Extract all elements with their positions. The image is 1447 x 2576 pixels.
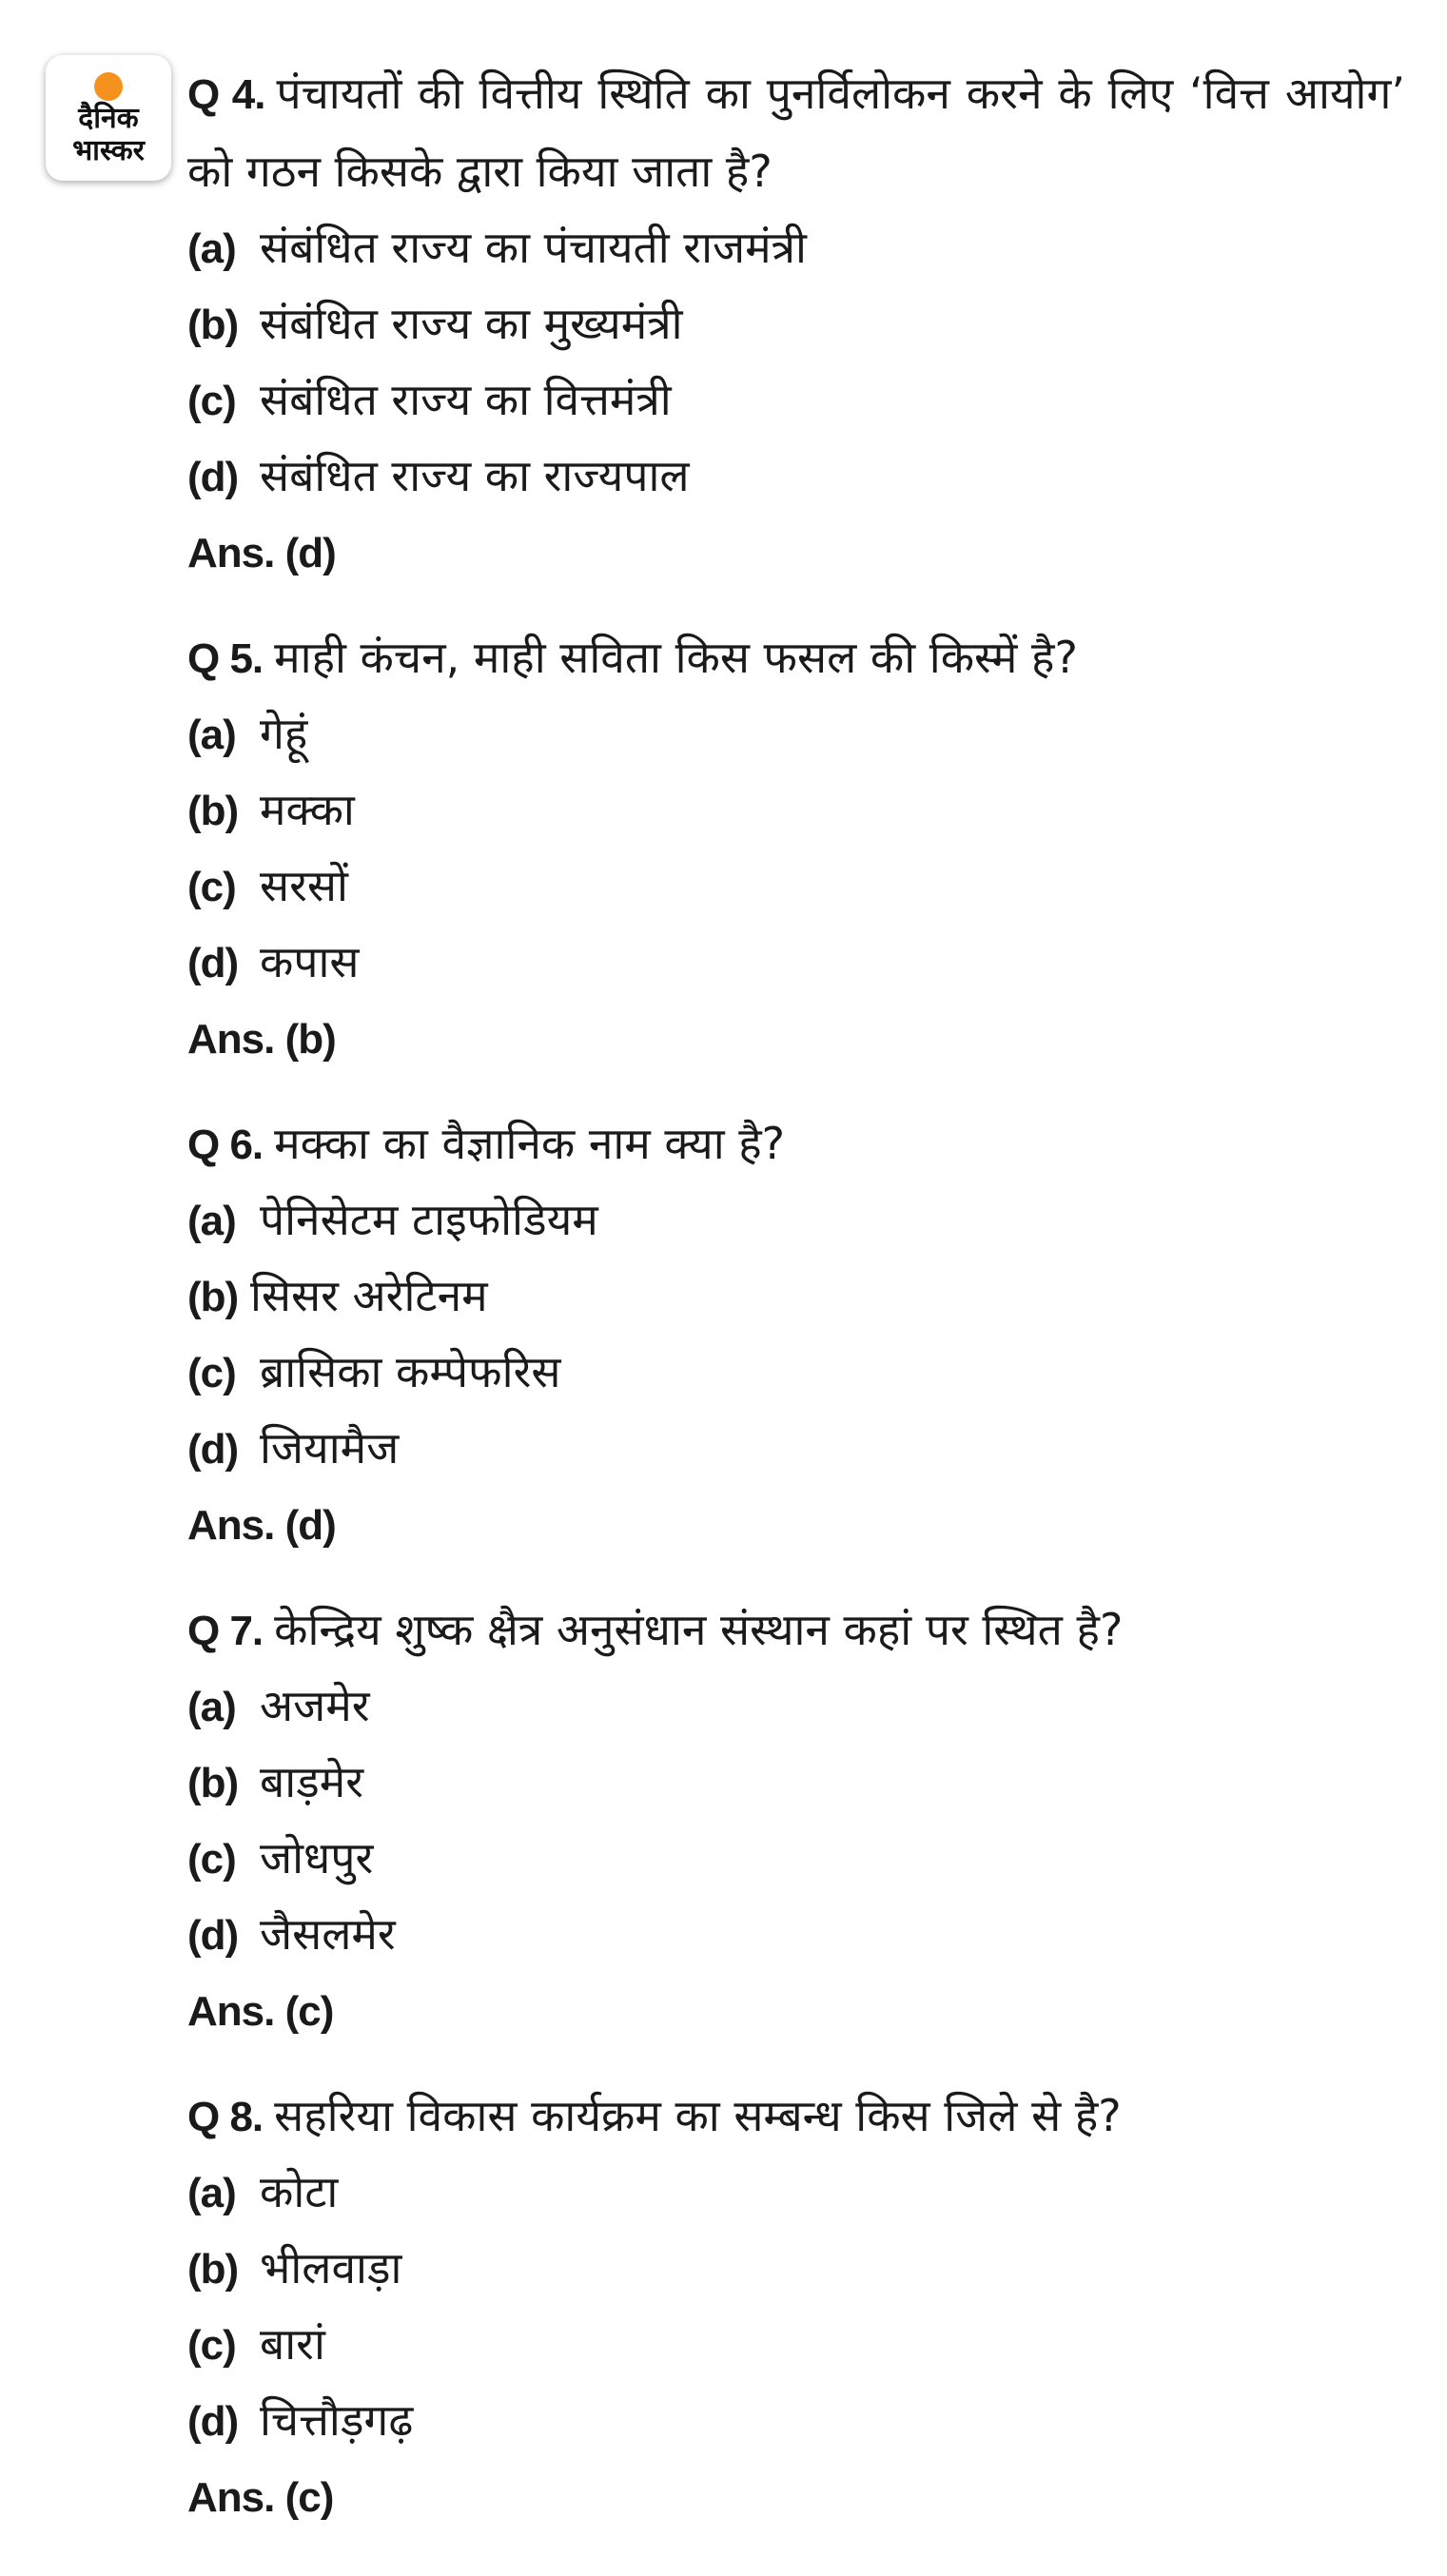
- option-label: (c): [187, 1350, 236, 1396]
- option-d: [187, 1410, 1405, 1486]
- logo-text-line2: भास्कर: [72, 134, 145, 167]
- option-c: [187, 1334, 1405, 1410]
- question-number: Q 4.: [187, 71, 265, 118]
- dainik-bhaskar-logo: [46, 55, 171, 181]
- option-c: [187, 848, 1405, 924]
- question-8: [187, 2078, 1405, 2534]
- option-text: मक्का: [260, 784, 355, 835]
- option-d: [187, 924, 1405, 1000]
- option-text: संबंधित राज्य का वित्तमंत्री: [260, 374, 672, 425]
- option-text: कोटा: [260, 2166, 339, 2217]
- option-d: [187, 1896, 1405, 1972]
- option-label: (b): [187, 302, 239, 348]
- option-b: [187, 771, 1405, 848]
- option-label: (d): [187, 940, 239, 986]
- option-text: बाड़मेर: [260, 1756, 364, 1807]
- option-d: [187, 2382, 1405, 2458]
- option-label: (d): [187, 2398, 239, 2445]
- question-5: [187, 619, 1405, 1076]
- question-body: पंचायतों की वित्तीय स्थिति का पुनर्विलोकन करने के लिए ‘वित्त आयोग’ को गठन किसके द्वारा किया जाता है?: [187, 68, 1405, 197]
- answer-text: Ans. (d): [187, 530, 336, 576]
- question-text: [187, 1591, 1405, 1668]
- option-label: (a): [187, 225, 236, 272]
- question-body: मक्का का वैज्ञानिक नाम क्या है?: [274, 1118, 786, 1169]
- option-text: पेनिसेटम टाइफोडियम: [260, 1194, 598, 1245]
- option-c: [187, 2306, 1405, 2382]
- option-label: (a): [187, 1198, 236, 1244]
- option-label: (c): [187, 378, 236, 424]
- answer-text: Ans. (b): [187, 1016, 336, 1063]
- option-text: कपास: [260, 936, 360, 987]
- option-label: (c): [187, 1836, 236, 1883]
- option-a: [187, 2154, 1405, 2230]
- question-number: Q 5.: [187, 635, 264, 682]
- logo-text-line1: दैनिक: [78, 102, 139, 135]
- option-a: [187, 209, 1405, 285]
- option-c: [187, 361, 1405, 438]
- option-text: भीलवाड़ा: [260, 2242, 402, 2293]
- option-a: [187, 695, 1405, 771]
- question-body: सहरिया विकास कार्यक्रम का सम्बन्ध किस जिले से है?: [274, 2090, 1122, 2141]
- option-text: गेहूं: [260, 708, 308, 759]
- question-7: [187, 1591, 1405, 2048]
- answer-text: Ans. (c): [187, 1988, 334, 2035]
- question-text: [187, 55, 1405, 209]
- question-number: Q 6.: [187, 1122, 264, 1168]
- option-text: ब्रासिका कम्पेफरिस: [260, 1346, 561, 1397]
- question-4: [187, 55, 1405, 590]
- option-label: (d): [187, 1426, 239, 1473]
- question-text: [187, 1105, 1405, 1181]
- answer: [187, 1000, 1405, 1076]
- question-body: माही कंचन, माही सविता किस फसल की किस्में है?: [274, 632, 1078, 683]
- question-text: [187, 619, 1405, 695]
- answer: [187, 2458, 1405, 2534]
- question-list: [187, 55, 1405, 2564]
- option-text: सिसर अरेटिनम: [250, 1270, 488, 1321]
- option-text: संबंधित राज्य का राज्यपाल: [260, 450, 690, 501]
- option-label: (c): [187, 864, 236, 910]
- option-text: जोधपुर: [260, 1832, 374, 1883]
- option-label: (c): [187, 2322, 236, 2369]
- answer: [187, 514, 1405, 590]
- option-label: (a): [187, 1684, 236, 1730]
- answer: [187, 1972, 1405, 2048]
- question-text: [187, 2078, 1405, 2154]
- option-b: [187, 2230, 1405, 2306]
- option-label: (b): [187, 788, 239, 834]
- option-label: (b): [187, 1760, 239, 1806]
- answer-text: Ans. (d): [187, 1502, 336, 1549]
- option-text: बारां: [260, 2318, 325, 2370]
- option-text: सरसों: [260, 860, 348, 911]
- option-a: [187, 1181, 1405, 1258]
- option-text: संबंधित राज्य का मुख्यमंत्री: [260, 298, 683, 349]
- option-text: अजमेर: [260, 1680, 370, 1731]
- question-number: Q 7.: [187, 1608, 264, 1654]
- option-label: (a): [187, 712, 236, 758]
- option-c: [187, 1820, 1405, 1896]
- answer: [187, 1486, 1405, 1562]
- answer-text: Ans. (c): [187, 2474, 334, 2521]
- option-label: (d): [187, 454, 239, 500]
- question-number: Q 8.: [187, 2094, 264, 2140]
- question-6: [187, 1105, 1405, 1562]
- option-b: [187, 1258, 1405, 1334]
- option-label: (b): [187, 2246, 239, 2293]
- option-text: संबंधित राज्य का पंचायती राजमंत्री: [260, 222, 807, 273]
- option-text: जियामैज: [260, 1422, 400, 1473]
- question-body: केन्द्रिय शुष्क क्षैत्र अनुसंधान संस्थान कहां पर स्थित है?: [274, 1604, 1124, 1655]
- option-b: [187, 285, 1405, 361]
- option-text: जैसलमेर: [260, 1908, 396, 1960]
- option-a: [187, 1668, 1405, 1744]
- option-text: चित्तौड़गढ़: [260, 2394, 414, 2446]
- option-b: [187, 1744, 1405, 1820]
- option-d: [187, 438, 1405, 514]
- option-label: (b): [187, 1274, 239, 1320]
- option-label: (d): [187, 1912, 239, 1959]
- option-label: (a): [187, 2170, 236, 2216]
- sun-icon: [94, 72, 123, 101]
